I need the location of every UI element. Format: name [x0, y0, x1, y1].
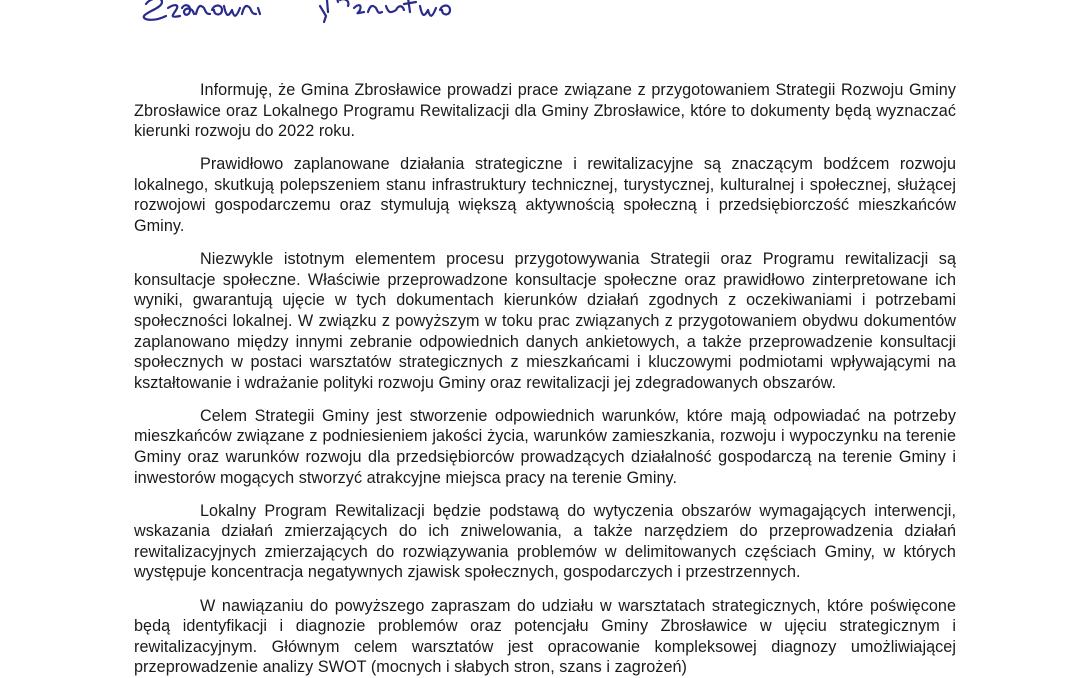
letter-body: [134, 80, 956, 678]
paragraph-intro: Informuję, że Gmina Zbrosławice prowadzi prace związane z przygotowaniem Strategii Rozwoju Gminy Zbrosławice oraz Lokalnego Programu Rewitalizacji dla Gminy Zbrosławice, które to dokumenty będą wyznaczać kierunki rozwoju do 2022 roku.: [134, 81, 956, 141]
paragraph-consultations: Niezwykle istotnym elementem procesu przygotowywania Strategii oraz Programu rewitalizacji są konsultacje społeczne. Właściwie przeprowadzone konsultacje społeczne oraz prawidłowo zinterpretowane ich wyniki, gwarantują ujęcie w tych dokumentach kierunków działań zgodnych z oczekiwaniami i potrzebami społeczności lokalnej. W związku z powyższym w toku prac związanych z przygotowaniem obydwu dokumentów zaplanowano między innymi zebranie odpowiednich danych ankietowych, a także przeprowadzenie konsultacji społecznych w postaci warsztatów strategicznych z mieszkańcami i kluczowymi podmiotami wpływającymi na kształtowanie i wdrażanie polityki rozwoju Gminy oraz rewitalizacji jej zdegradowanych obszarów.: [134, 250, 956, 392]
paragraph-workshop-invitation: W nawiązaniu do powyższego zapraszam do udziału w warsztatach strategicznych, które poświęcone będą identyfikacji i diagnozie problemów oraz potencjału Gminy Zbrosławice w ujęciu strategicznym i rewitalizacyjnym. Głównym celem warsztatów jest opracowanie kompleksowej diagnozy umożliwiającej przeprowadzenie analizy SWOT (mocnych i słabych stron, szans i zagrożeń): [134, 596, 956, 677]
paragraph-planned-actions: Prawidłowo zaplanowane działania strategiczne i rewitalizacyjne są znaczącym bodźcem rozwoju lokalnego, skutkują polepszeniem stanu infrastruktury technicznej, turystycznej, kulturalnej i społecznej, służącej rozwojowi gospodarczemu oraz stymulują większą aktywnością społeczną i przedsiębiorczość mieszkańców Gminy.: [134, 155, 956, 236]
handwritten-salutation: [140, 0, 560, 38]
handwriting-ink-icon: [140, 0, 560, 38]
paragraph-revitalization-program: Lokalny Program Rewitalizacji będzie podstawą do wytyczenia obszarów wymagających interwencji, wskazania działań zmierzających do ich zniwelowania, a także narzędziem do przeprowadzenia działań rewitalizacyjnych zmierzających do rozwiązywania problemów w delimitowanych częściach Gminy, w których występuje koncentracja negatywnych zjawisk społecznych, gospodarczych i przestrzennych.: [134, 501, 956, 582]
paragraph-strategy-goal: Celem Strategii Gminy jest stworzenie odpowiednich warunków, które mają odpowiadać na potrzeby mieszkańców związane z podniesieniem jakości życia, warunków zamieszkania, rozwoju i wypoczynku na terenie Gminy oraz warunków rozwoju dla przedsiębiorców prowadzących działalność gospodarczą na terenie Gminy i inwestorów mogących stworzyć atrakcyjne miejsca pracy na terenie Gminy.: [134, 406, 956, 487]
